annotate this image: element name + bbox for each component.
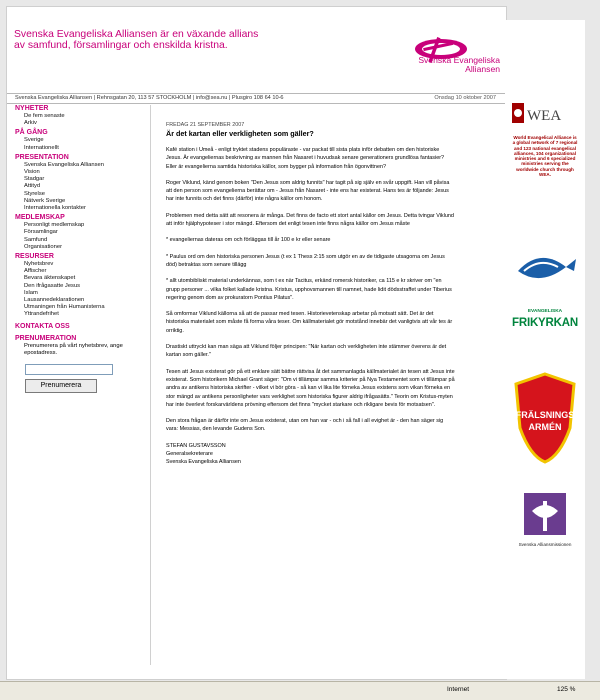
- fralsningsarmen-banner[interactable]: [510, 358, 580, 478]
- wea-banner[interactable]: [510, 95, 580, 212]
- partner-sidebar: [505, 20, 585, 679]
- article-paragraph: Kafé station i Umeå - enligt tryktet stadens populäraste - var packat till sista plats inför debatten om den historiske Jesus. Är evangeliernas beskrivning av mannen från Nasaret i huvudsak senare generationers grundlösa fantasier? Eller är evangelierna samtida historiska källor, som bygger på information från ögonvittnen?: [166, 147, 445, 170]
- article-paragraph: Roger Viklund, känd genom boken "Den Jesus som aldrig funnits" har tagit på sig själv en svår uppgift. Han vill påvisa att den person som evangelierna berättar om - Jesus från Nasaret - inte ens har existerat. Hans tes är följande: Jesus har inte funnits och det finns (därför) inte några källor om honom.: [166, 179, 450, 203]
- article-bullet: * evangeliernas dateras om och förläggas till år 100 e kr eller senare: [166, 237, 331, 244]
- nav-item-islam[interactable]: Islam: [24, 289, 38, 296]
- zoom-level[interactable]: 125 %: [557, 686, 576, 693]
- signature-title: Generalsekreterare: [166, 451, 213, 458]
- sidebar-nav: [15, 105, 135, 393]
- article-paragraph: Så omformar Viklund källorna så att de passar med tesen. Historievetenskap arbetar på motsatt sätt. Det är det historiska materialet som måste få forma våra teser. Om källmaterialet gör motstånd innebär det vanligtvis att vår tes är orriktig.: [166, 311, 453, 334]
- frikyrkan-subtitle: EVANGELISKA: [527, 309, 563, 314]
- nav-item-de-fem-senaste[interactable]: De fem senaste: [24, 113, 65, 119]
- nav-item-internationella-kontakter[interactable]: Internationella kontakter: [24, 205, 86, 212]
- header-tagline: Svenska Evangeliska Alliansen är en växande allians av samfund, församlingar och enskilda kristna.: [14, 29, 259, 51]
- alliansmissionen-label: Svenska Alliansmissionen: [518, 542, 572, 547]
- article-title: Är det kartan eller verkligheten som gäller?: [166, 129, 314, 138]
- article-paragraph: Tesen att Jesus existerat gör på ett enklare sätt bättre rättvisa åt det sammanlagda källmaterialet än tesen att Jesus inte existerat. Som historikern Michael Grant säger: "Om vi tillämpar samma kriterier på Nya Testamentet som vi tillämpar på andra av antikens historiska skrifter - vilket vi bör göra - så kan vi lika lite förneka Jesus existens som vikan förneka en stor mängd av antikens personligheter vars verklighet som historiska figurer aldrig ifrågasätts." Teorin om Kristus-myten har inte överlevt forskarvärldens prövning eftersom det finns "mycket starkare och rikligare bevis för motsatsen".: [166, 368, 455, 408]
- nav-item-lausannedeklarationen[interactable]: Lausannedeklarationen: [24, 297, 85, 304]
- nav-item-vision[interactable]: Vision: [24, 169, 40, 176]
- nav-item-samfund[interactable]: Samfund: [24, 236, 48, 243]
- salvation-army-shield-icon: [510, 358, 580, 478]
- nav-item-styrelse[interactable]: Styrelse: [24, 190, 45, 197]
- article-paragraph: Drastiskt uttryckt kan man säga att Viklund följer principen: "När kartan och verkligheten inte stämmer överens är det kartan som gäller.": [166, 344, 447, 359]
- nav-item-attityd[interactable]: Attityd: [24, 183, 41, 190]
- nav-item-personligt-medlemskap[interactable]: Personligt medlemskap: [24, 222, 85, 229]
- header-divider-bottom: [7, 103, 506, 104]
- nav-item-sverige[interactable]: Sverige: [24, 137, 44, 144]
- subscribe-instructions: Prenumerera på vårt nyhetsbrev, ange epostadress.: [24, 342, 123, 357]
- article-date: FREDAG 21 SEPTEMBER 2007: [166, 122, 245, 128]
- wea-logo-label: WEA: [527, 108, 562, 124]
- nav-heading-prenumeration: PRENUMERATION: [15, 334, 77, 342]
- nav-item-affischer[interactable]: Affischer: [24, 268, 47, 275]
- frikyrkan-name: FRIKYRKAN: [512, 317, 578, 329]
- web-page: [6, 6, 507, 680]
- header-divider: [7, 93, 506, 94]
- frikyrkan-banner[interactable]: [510, 233, 580, 355]
- alliansmissionen-logo-icon: [510, 485, 580, 545]
- nav-item-natverk-sverige[interactable]: Nätverk Sverige: [24, 197, 66, 204]
- wea-logo-icon: [510, 95, 580, 133]
- article-bullet: * Paulus ord om den historiska personen Jesus (t ex 1 Thess 2:15 som utgör en av de tidigaste utsagorna om Jesus död) betraktas som senare tillägg: [166, 253, 445, 268]
- nav-heading-presentation[interactable]: PRESENTATION: [15, 153, 69, 161]
- column-divider: [150, 105, 151, 665]
- nav-item-forsamlingar[interactable]: Församlingar: [24, 229, 58, 236]
- nav-heading-nyheter[interactable]: NYHETER: [15, 105, 49, 112]
- nav-item-utmaningen-humanisterna[interactable]: Utmaningen från Humanisterna: [24, 304, 105, 311]
- signature-name: STEFAN GUSTAVSSON: [166, 442, 226, 449]
- wea-description: World Evangelical Alliance is a global network of 7 regional and 123 national evangelical alliances, 104 organizational ministries and 6 specialized ministries serving the worldwide church through WEA.: [512, 135, 578, 178]
- nav-item-sea[interactable]: Svenska Evangeliska Alliansen: [24, 161, 104, 168]
- nav-heading-pa-gang[interactable]: PÅ GÅNG: [15, 129, 48, 137]
- browser-status-bar: [0, 681, 600, 700]
- subscribe-email-input[interactable]: [25, 364, 113, 375]
- current-date: Onsdag 10 oktober 2007: [434, 95, 496, 101]
- article-paragraph: Problemen med detta sätt att resonera är många. Det finns de facto ett stort antal källor om Jesus. Detta tvingar Viklund att inför hjälphypoteser i stor mängd. Eftersom det enligt tesen inte finns några källor om Jesus måste: [166, 212, 454, 228]
- nav-item-bevara-aktenskapet[interactable]: Bevara äktenskapet: [24, 275, 76, 282]
- nav-item-yttrandefrihet[interactable]: Yttrandefrihet: [24, 311, 59, 318]
- nav-item-arkiv[interactable]: Arkiv: [24, 120, 37, 127]
- nav-item-den-ifragasatte-jesus[interactable]: Den ifrågasatte Jesus: [24, 282, 81, 289]
- article: [166, 122, 456, 467]
- nav-item-stadgar[interactable]: Stadgar: [24, 176, 45, 183]
- sea-logo-text: Svenska Evangeliska Alliansen: [418, 55, 500, 74]
- alliansmissionen-banner[interactable]: [510, 485, 580, 603]
- signature-org: Svenska Evangeliska Alliansen: [166, 459, 241, 466]
- nav-item-nyhetsbrev[interactable]: Nyhetsbrev: [24, 261, 54, 268]
- svg-text:ARMÉN: ARMÉN: [528, 422, 562, 432]
- nav-heading-medlemskap[interactable]: MEDLEMSKAP: [15, 214, 65, 222]
- address-bar: Svenska Evangeliska Alliansen | Rehnsgatan 20, 113 57 STOCKHOLM | info@sea.nu | Plusgiro 108 64 10-6: [15, 95, 284, 101]
- article-bullet: * allt utombibliskt material underkännas, som t ex när Tacitus, erkänd romersk historiker, ca 115 e kr skriver om "en grupp personer ... vilka folket kallade kristna. Kristus, upphovsmannen till namnet, hade lidit dödsstraffet under Tiberius regering genom dom av prokuratorn Pontius Pilatus".: [166, 278, 452, 301]
- nav-item-internationellt[interactable]: Internationellt: [24, 144, 59, 151]
- security-zone: Internet: [447, 686, 470, 693]
- nav-item-organisationer[interactable]: Organisationer: [24, 243, 63, 250]
- nav-heading-kontakta-oss[interactable]: KONTAKTA OSS: [15, 322, 70, 330]
- subscribe-button[interactable]: Prenumerera: [25, 379, 97, 393]
- fish-icon: [510, 233, 580, 303]
- svg-text:FRÄLSNINGS: FRÄLSNINGS: [515, 410, 575, 420]
- nav-heading-resurser[interactable]: RESURSER: [15, 253, 54, 261]
- sea-logo[interactable]: [411, 35, 501, 89]
- article-paragraph: Den stora frågan är därför inte om Jesus existerat, utan om han var - och i så fall i all evighet är - den han säger sig vara: Messias, den levande Gudens Son.: [166, 418, 444, 433]
